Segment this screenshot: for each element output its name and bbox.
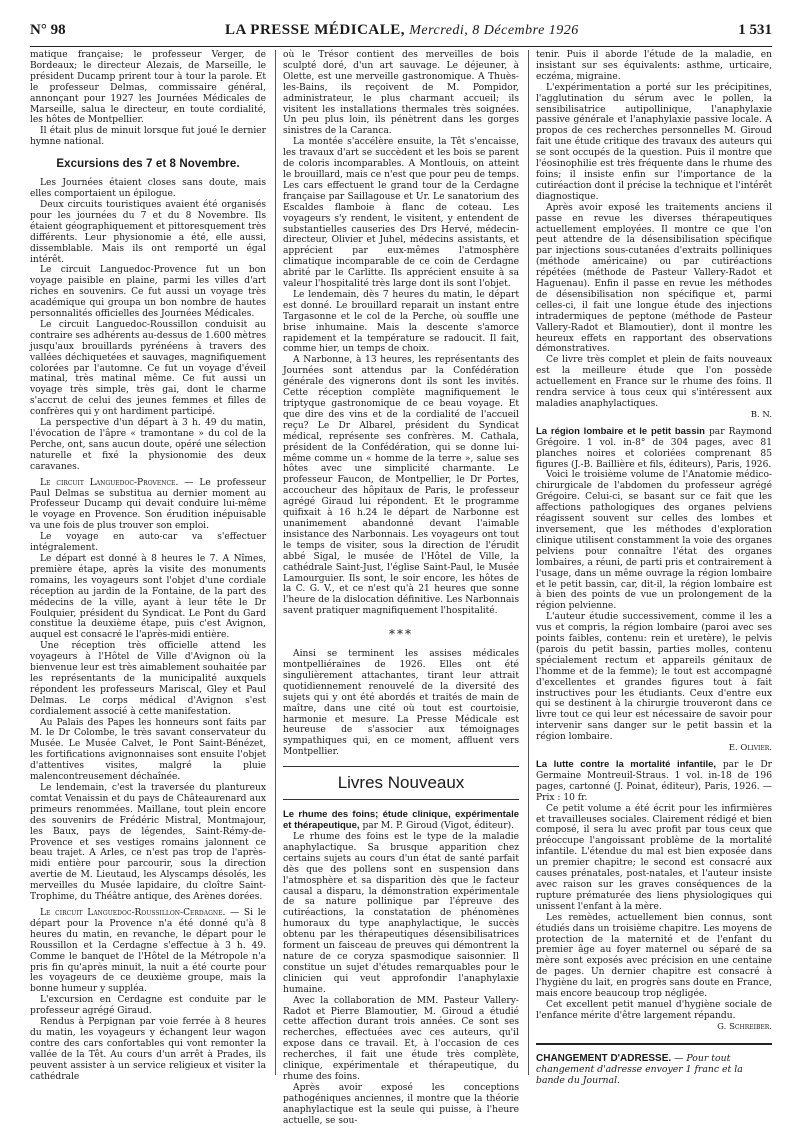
section-title: Livres Nouveaux [283, 766, 519, 800]
paragraph: Voici le troisième volume de l'Anatomie médico-chirurgicale de l'abdomen du professeur agrégé Grégoire. Celui-ci, se basant sur ce fait que les affections pathologiques des organes pelviens réagissent souvent sur celles des lombes et inversement, que les méthodes d'exploration clinique utilisent constamment la voie des organes pelviens pour connaître l'état des organes lombaires, a réuni, de parti pris et contrairement à l'usage, dans un même ouvrage la région lombaire et le petit bassin, car, dit-il, la région lombaire est à bien des points de vue un prolongement de la région pelvienne. [536, 470, 772, 612]
paragraph: Ce petit volume a été écrit pour les infirmières et travailleuses sociales. Clairement rédigé et bien composé, il sera lu avec profit par tous ceux que préoccupe l'angoissant problème de la mortalité infantile. L'étendue du mal est bien exposée dans un premier chapitre; le second est consacré aux causes prénatales, post-natales, et l'auteur insiste avec raison sur les graves conséquences de la rupture prématurée des liens physiologiques qui unissent l'enfant à la mère. [536, 803, 772, 912]
column-2 [283, 50, 519, 1126]
paragraph-text: — Si le départ pour la Provence n'a été donné qu'à 8 heures du matin, en revanche, le départ pour le Roussillon et la Cerdagne s'effectue à 3 h. 49. Comme le banquet de l'Hôtel de la Métropole n'a pris fin qu'après minuit, la nuit a été courte pour les voyageurs de ce deuxième groupe, mais la bonne humeur y suppléa. [30, 907, 266, 995]
paragraph: A Narbonne, à 13 heures, les représentants des Journées sont attendus par la Confédération générale des vignerons dont ils sont les invités. Cette réception complète magnifiquement le triptyque gastronomique de ce beau voyage. Et que dire des vins et de la cordialité de l'accueil reçu? Le Dr Albarel, président du Syndicat médical, représente ses confrères. M. Cathala, président de la Confédération, qui se donne lui-même comme un « homme de la terre », salue ses hôtes avec une simplicité charmante. Le professeur Faucon, de Montpellier, le Dr Portes, accoucheur des hôpitaux de Paris, le professeur agrégé Giraud lui répondent. Et le programme quifixait à 16 h.24 le départ de Narbonne est unanimement abandonné devant l'aimable insistance des Narbonnais. Les voyageurs ont tout le temps de visiter, sous la direction de l'érudit abbé Sigal, le musée de l'Hôtel de Ville, la cathédrale Saint-Just, l'église Saint-Paul, le Musée Lamourguier. Ils sont, le soir encore, les hôtes de la C. G. V., et ce n'est qu'à 21 heures que sonne l'heure de la dislocation définitive. Les Narbonnais savent pratiquer magnifiquement l'hospitalité. [283, 355, 519, 617]
paragraph: Deux circuits touristiques avaient été organisés pour les journées du 7 et du 8 Novembre. Ils étaient géographiquement et pittoresquement très différents. Leur physionomie a été, elle aussi, dissemblable. Mais ils ont remporté un égal intérêt. [30, 199, 266, 265]
paragraph: Le départ est donné à 8 heures le 7. A Nîmes, première étape, après la visite des monuments romains, les voyageurs sont l'objet d'une cordiale réception au jardin de la Fontaine, de la part des médecins de la ville, ayant à leur tête le Dr Foulquier, président du Syndicat. Le Pont du Gard constitue la deuxième étape, puis c'est Avignon, auquel est consacré le l'après-midi entière. [30, 553, 266, 641]
paragraph: Ainsi se terminent les assises médicales montpelliéraines de 1926. Elles ont été singulièrement attachantes, tirant leur attrait quotidiennement renouvelé de la diversité des sujets qui y ont été abordés et traités de main de maître, dans une cité où tout est courtoisie, harmonie et mesure. La Presse Médicale est heureuse de s'associer aux témoignages sympathiques qui, en ce moment, affluent vers Montpellier. [283, 649, 519, 758]
run-in-heading: Le circuit Languedoc-Provence. [40, 477, 179, 488]
paragraph: Après avoir exposé les traitements anciens il passe en revue les diverses thérapeutiques actuellement employées. Il montre ce que l'on peut attendre de la désensibilisation spécifique par injections sous-cutanées d'extraits polliniques (méthode américaine) ou par cutiréactions répétées (méthode de Pasteur Vallery-Radot et Haguenau). Enfin il passe en revue les méthodes de désensibilisation non spécifique et, parmi celles-ci, il fait une longue étude des injections intradermiques de peptone (méthode de Pasteur Vallery-Radot et Blamoutier), dont il montre les heureux effets en rapportant des observations démonstratives. [536, 202, 772, 355]
author-signature: G. Schreiber. [717, 1021, 772, 1032]
paragraph: Le lendemain, c'est la traversée du plantureux comtat Venaissin et du pays de Châteaurenard aux primeurs renommées. Maillane, tout plein encore des souvenirs de Frédéric Mistral, Montmajour, les Baux, pays de légendes, Saint-Rémy-de-Provence et ses vestiges romains jalonnent ce beau trajet. A Arles, ce n'est pas trop de l'après-midi entière pour parcourir, sous la direction avertie de M. Lieutaud, les Alyscamps désolés, les merveilles du Musée lapidaire, du cloître Saint-Trophime, du Théâtre antique, des Arènes dorées. [30, 783, 266, 903]
paragraph: Il était plus de minuit lorsque fut joué le dernier hymne national. [30, 126, 266, 148]
notice-title: CHANGEMENT D'ADRESSE. [536, 1052, 672, 1064]
page-body [30, 50, 772, 1126]
column-rule [275, 50, 276, 1075]
journal-name: LA PRESSE MÉDICALE, [225, 22, 405, 38]
paragraph: Rendus à Perpignan par voie ferrée à 8 heures du matin, les voyageurs y échangent leur wagon contre des cars confortables qui vont remonter la vallée de la Têt. Au cours d'un arrêt à Prades, ils peuvent assister à un service religieux et visiter la cathédrale [30, 1017, 266, 1082]
paragraph: L'expérimentation a porté sur les précipitines, l'agglutination du sérum avec le pollen, la sensibilisatrice autipollinique, l'anaphylaxie passive générale et l'anaphylaxie passive locale. A propos de ces recherches personnelles M. Giroud fait une étude critique des travaux des auteurs qui se sont occupés de la question. Puis il montre que l'éosinophilie est très fréquente dans le rhume des foins; il insiste enfin sur l'importance de la cutiréaction dont il précise la technique et l'intérêt diagnostique. [536, 82, 772, 202]
paragraph: Le rhume des foins est le type de la maladie anaphylactique. Sa brusque apparition chez certains sujets au cours d'un état de santé parfait dès que des pollens sont en suspension dans l'atmosphère et sa disparition dès que le facteur causal a disparu, la démonstration expérimentale de sa nature pollinique par l'épreuve des cutiréactions, la constatation de phénomènes humoraux du type anaphylactique, le succès obtenu par les thérapeutiques désensibilisatrices forment un faisceau de preuves qui démontrent la nature de ce coryza spasmodique saisonnier. Il constitue un sujet d'études remarquables pour le clinicien qui veut approfondir l'anaphylaxie humaine. [283, 832, 519, 995]
paragraph: Avec la collaboration de MM. Pasteur Vallery-Radot et Pierre Blamoutier, M. Giroud a étudié cette affection durant trois années. Ce sont ses recherches, effectuées avec ces auteurs, qu'il expose dans ce travail. Et, à l'occasion de ces recherches, il fait une étude très complète, clinique, expérimentale et thérapeutique, du rhume des foins. [283, 995, 519, 1082]
paragraph: Ce livre très complet et plein de faits nouveaux est la meilleure étude que l'on possède actuellement en France sur le rhume des foins. Il rendra service à tous ceux qui s'intéressent aux maladies anaphylactiques. [536, 355, 772, 409]
paragraph: Le circuit Languedoc-Roussillon conduisit au contraire ses adhérents au-dessus de 1.600 mètres jusqu'aux brouillards pyrénéens à travers des vallées déchiquetées et sauvages, magnifiquement colorées par l'automne. Ce fut un voyage d'éveil matinal, très matinal même. Ce fut aussi un voyage très simple, très gai, dont le charme s'accrut de celui des jeunes femmes et filles de confrères qui y ont hardiment participé. [30, 319, 266, 418]
section-heading: Excursions des 7 et 8 Novembre. [56, 158, 240, 171]
review-meta: par Raymond Grégoire. 1 vol. in-8° de 304 pages, avec 81 planches noires et coloriées comprenant 85 figures (J.-B. Baillière et fils, éditeurs), Paris, 1926. [536, 426, 772, 470]
paragraph: Au Palais des Papes les honneurs sont faits par M. le Dr Colombe, le très savant conservateur du Musée. Le Musée Calvet, le Pont Saint-Bénézet, les fortifications avignonnaises sont ensuite l'objet d'attentives visites, malgré la pluie malencontreusement déchaînée. [30, 717, 266, 783]
paragraph: matique française; le professeur Verger, de Bordeaux; le directeur Alezais, de Marseille, le président Ducamp prirent tour à tour la parole. Et le professeur Delmas, commissaire général, annonçant pour 1927 les Journées Médicales de Marseille, salua le directeur, en toute cordialité, les hôtes de Montpellier. [30, 50, 266, 126]
column-1 [30, 50, 267, 1082]
paragraph: où le Trésor contient des merveilles de bois sculpté doré, d'un art sauvage. Le déjeuner, à Olette, est une merveille gastronomique. A Thuès-les-Bains, ils reçoivent de M. Pompidor, administrateur, le plus charmant accueil; ils visitent les installations thermales très soignées. Un peu plus loin, ils pénètrent dans les gorges sinistres de la Caranca. [283, 50, 519, 137]
journal-title-line [225, 22, 579, 39]
address-change-notice [536, 1043, 772, 1086]
paragraph-text: — Le professeur Paul Delmas se substitua au dernier moment au Professeur Ducamp qui devait conduire lui-même le voyage en Provence. Son érudition inépuisable va une fois de plus trouver son emploi. [30, 477, 267, 532]
paragraph: Une réception très officielle attend les voyageurs à l'Hôtel de Ville d'Avignon où la bienvenue leur est très aimablement souhaitée par les représentants de la municipalité auxquels répondent les professeurs Mariscal, Gley et Paul Delmas. Le corps médical d'Avignon s'est cordialement associé à cette manifestation. [30, 641, 266, 717]
page-number: N° 98 [30, 22, 66, 38]
paragraph: Après avoir exposé les conceptions pathogéniques anciennes, il montre que la théorie anaphylactique est la seule qui puisse, à l'heure actuelle, se sou- [283, 1082, 519, 1126]
review-title: Le rhume des foins; étude clinique, expérimentale et thérapeutique, [283, 809, 519, 832]
issue-date: Mercredi, 8 Décembre 1926 [409, 23, 579, 38]
author-signature: E. Olivier. [728, 743, 772, 754]
review-heading [283, 810, 519, 832]
folio-number: 1 531 [738, 22, 772, 38]
paragraph: Le lendemain, dès 7 heures du matin, le départ est donné. Le brouillard reparait un instant entre Targasonne et le col de la Perche, où souffle une brise inhumaine. Mais la descente s'amorce rapidement et la température se radoucit. Il fait, comme hier, un temps de choix. [283, 289, 519, 355]
paragraph: Les remèdes, actuellement bien connus, sont étudiés dans un troisième chapitre. Les moyens de protection de la maternité et de l'enfant du premier âge au foyer maternel ou séparé de sa mère sont exposés avec précision en une centaine de pages. Un dernier chapitre est consacré à l'hygiène du lait, en progrès sans doute en France, mais encore beaucoup trop négligée. [536, 912, 772, 1000]
column-rule [528, 50, 529, 1075]
review-meta: par le Dr Germaine Montreuil-Straus. 1 vol. in-18 de 196 pages, cartonné (J. Poinat, éditeur), Paris, 1926. — Prix : 10 fr. [536, 760, 772, 803]
column-3 [536, 50, 772, 1086]
review-heading [536, 760, 772, 804]
paragraph: Cet excellent petit manuel d'hygiène sociale de l'enfance mérite d'être largement répandu. [536, 999, 772, 1021]
review-heading [536, 427, 772, 471]
paragraph: La perspective d'un départ à 3 h. 49 du matin, l'évocation de l'âpre « tramontane » du col de la Perche, ont, sans aucun doute, opéré une sélection naturelle et fixé la physionomie des deux caravanes. [30, 418, 266, 472]
notice-text: — Pour tout changement d'adresse envoyer 1 franc et la bande du Journal. [536, 1052, 743, 1086]
paragraph: tenir. Puis il aborde l'étude de la maladie, en insistant sur ses équivalents: asthme, urticaire, eczéma, migraine. [536, 50, 772, 82]
paragraph: Le voyage en auto-car va s'effectuer intégralement. [30, 532, 266, 554]
paragraph: L'excursion en Cerdagne est conduite par le professeur agrégé Giraud. [30, 995, 266, 1017]
section-separator: *** [389, 627, 413, 642]
paragraph: L'auteur étudie successivement, comme il les a vus et compris, la région lombaire (paroi avec ses points faibles, contenu: rein et uretère), le pelvis (parois du petit bassin, parties molles, contenu spécialement rectum et appareils génitaux de l'homme et de la femme); le tout est accompagné d'excellentes et grandes figures tout à fait instructives pour les étudiants. Ceux d'entre eux qui se destinent à la chirurgie trouveront dans ce livre tout ce qui leur est nécessaire de savoir pour intervenir sans danger sur le petit bassin et la région lombaire. [536, 612, 772, 743]
review-title: La lutte contre la mortalité infantile, [536, 759, 717, 770]
author-signature: B. N. [750, 409, 772, 420]
paragraph: Le circuit Languedoc-Provence fut un bon voyage paisible en plaine, parmi les villes d'art riches en souvenirs. Ce fut aussi un voyage très académique qui groupa un bon nombre de hautes personnalités officielles des Journées Médicales. [30, 265, 266, 320]
page-header [30, 22, 772, 47]
review-meta: par M. P. Giroud (Vigot, éditeur). [359, 821, 515, 832]
paragraph: Les Journées étaient closes sans doute, mais elles comportaient un épilogue. [30, 178, 266, 200]
review-title: La région lombaire et le petit bassin [536, 425, 705, 437]
paragraph [30, 908, 266, 995]
run-in-heading: Le circuit Languedoc-Roussillon-Cerdagne. [40, 907, 226, 918]
paragraph [30, 478, 266, 533]
paragraph: La montée s'accélère ensuite, la Têt s'encaisse, les travaux d'art se succèdent et les bois se parent de coloris incomparables. A Montlouis, on atteint le brouillard, mais ce n'est que pour peu de temps. Les cars effectuent le grand tour de la Cerdagne française par Saillagouse et Ur. Le sanatorium des Escaldes flamboie à flanc de coteau. Les voyageurs s'y rendent, le visitent, y entendent de substantielles causeries des Drs Hervé, médecin-directeur, Olivier et Juhel, médecins assistants, et apprécient par eux-mêmes l'atmosphère climatique incomparable de ce coin de Cerdagne abrité par le Carlitte. Ils apprécient ensuite à sa valeur l'hospitalité très large dont ils sont l'objet. [283, 137, 519, 290]
